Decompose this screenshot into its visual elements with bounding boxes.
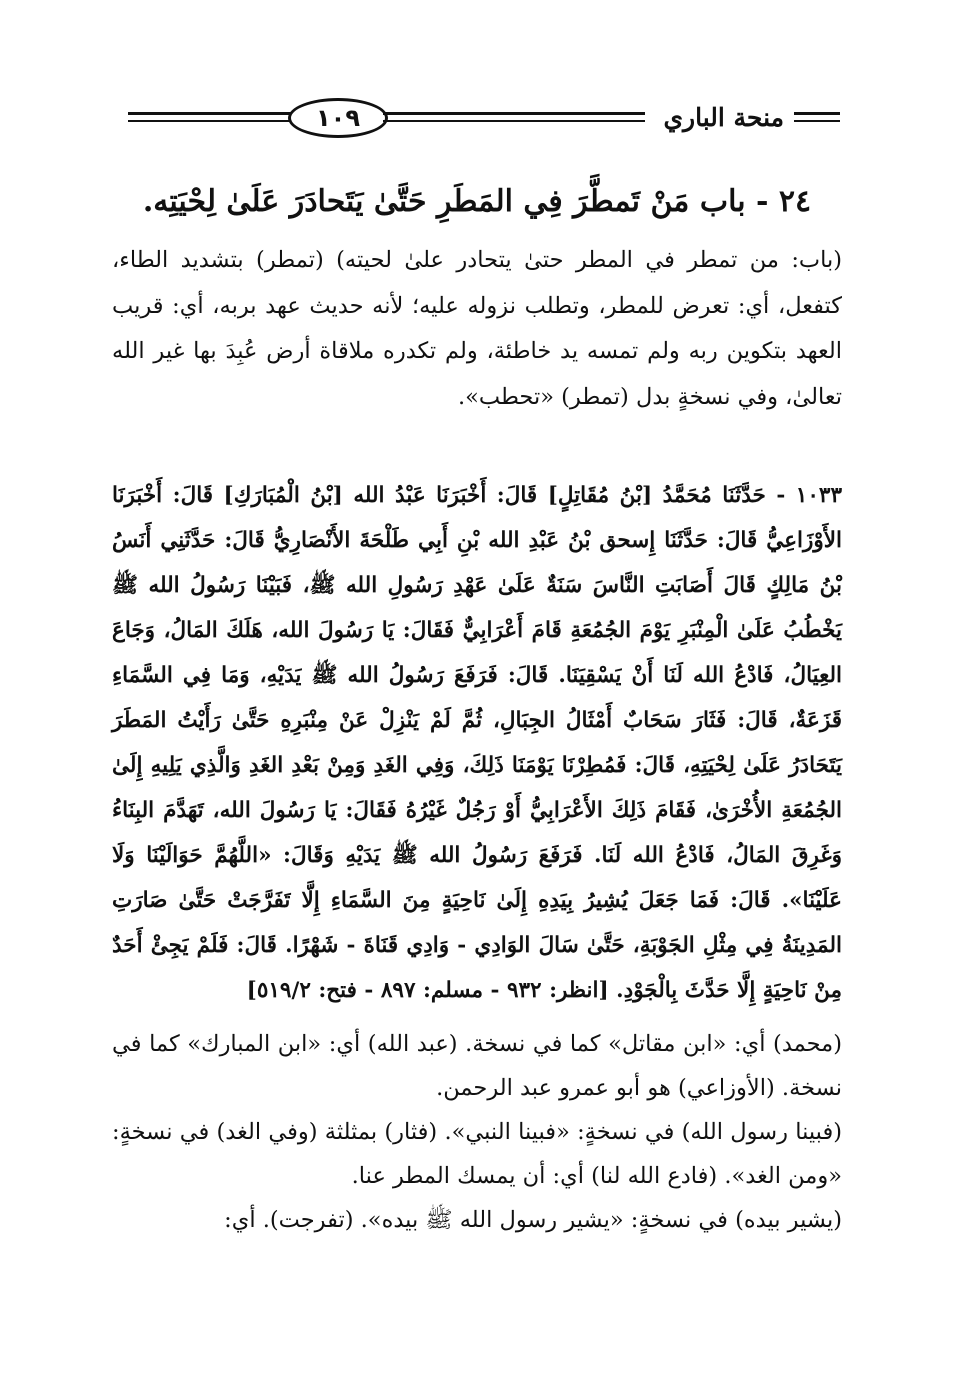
notes-section <box>112 1022 842 1242</box>
hadith-section <box>112 473 842 1013</box>
intro-section <box>112 238 842 420</box>
chapter-title: ٢٤ - باب مَنْ تَمطَّرَ فِي المَطَرِ حَتَّىٰ يَتَحادَرَ عَلَىٰ لِحْيَتِه. <box>142 184 812 219</box>
header-rule-middle-bottom <box>383 120 645 122</box>
header-rule-right-top <box>794 112 840 115</box>
running-title: منحة الباري <box>663 103 784 132</box>
intro-paragraph: (باب: من تمطر في المطر حتىٰ يتحادر علىٰ لحيته) (تمطر) بتشديد الطاء، كتفعل، أي: تعرض للمطر، وتطلب نزوله عليه؛ لأنه حديث عهد بربه، أي: قريب العهد بتكوين ربه ولم تمسه يد خاطئة، ولم تكدره ملاقاة أرض عُبِدَ بها غير الله تعالىٰ، وفي نسخةٍ بدل (تمطر) «تحطب». <box>112 247 842 410</box>
note-paragraph: (محمد) أي: «ابن مقاتل» كما في نسخة. (عبد الله) أي: «ابن المبارك» كما في نسخة. (الأوزاعي) هو أبو عمرو عبد الرحمن. <box>112 1031 842 1101</box>
note-paragraph: (يشير بيده) في نسخةٍ: «يشير رسول الله ﷺ بيده». (تفرجت). أي: <box>224 1207 842 1233</box>
header-rule-left-top <box>128 112 293 115</box>
header-rule-left-bottom <box>128 120 293 122</box>
header-rule-right-bottom <box>794 120 840 122</box>
note-paragraph: (فبينا رسول الله) في نسخةٍ: «فبينا النبي». (فثار) بمثلثة (وفي الغد) في نسخةٍ: «ومن الغد». (فادع الله لنا) أي: أن يمسك المطر عنا. <box>112 1119 842 1189</box>
page-number: ١٠٩ <box>316 104 360 132</box>
header-rule-middle-top <box>383 112 645 115</box>
hadith-paragraph: ١٠٣٣ - حَدَّثَنَا مُحَمَّدُ [بْنُ مُقَاتِلٍ] قَالَ: أَخْبَرَنَا عَبْدُ الله [بْنُ الْمُبَارَكِ] قَالَ: أَخْبَرَنَا الأَوْزَاعِيُّ قَالَ: حَدَّثَنَا إِسحق بْنُ عَبْدِ الله بْنِ أَبِي طَلْحَةَ الأَنْصَارِيُّ قَالَ: حَدَّثَنِي أَنَسُ بْنُ مَالِكٍ قَالَ أَصَابَتِ النَّاسَ سَنَةٌ عَلَىٰ عَهْدِ رَسُولِ الله ﷺ، فَبَيْنَا رَسُولُ الله ﷺ يَخْطُبُ عَلَىٰ الْمِنْبَرِ يَوْمَ الجُمُعَةِ قَامَ أَعْرَابِيٌّ فَقَالَ: يَا رَسُولَ الله، هَلَكَ المَالُ، وَجَاعَ العِيَالُ، فَادْعُ الله لَنَا أَنْ يَسْقِيَنَا. قَالَ: فَرَفَعَ رَسُولُ الله ﷺ يَدَيْهِ، وَمَا فِي السَّمَاءِ قَزَعَةٌ، قَالَ: فَثَارَ سَحَابٌ أَمْثَالُ الجِبَالِ، ثُمَّ لَمْ يَنْزِلْ عَنْ مِنْبَرِهِ حَتَّىٰ رَأَيْتُ المَطَرَ يَتَحَادَرُ عَلَىٰ لِحْيَتِهِ، قَالَ: فَمُطِرْنَا يَوْمَنَا ذَلِكَ، وَفِي الغَدِ وَمِنْ بَعْدِ الغَدِ وَالَّذِي يَلِيهِ إِلَىٰ الجُمُعَةِ الأُخْرَىٰ، فَقَامَ ذَلِكَ الأَعْرَابِيُّ أَوْ رَجُلٌ غَيْرُهُ فَقَالَ: يَا رَسُولَ الله، تَهَدَّمَ البِنَاءُ وَغَرِقَ المَالُ، فَادْعُ الله لَنَا. فَرَفَعَ رَسُولُ الله ﷺ يَدَيْهِ وَقَالَ: «اللَّهُمَّ حَوَالَيْنَا وَلَا عَلَيْنَا». قَالَ: فَمَا جَعَلَ يُشِيرُ بِيَدِهِ إِلَىٰ نَاحِيَةٍ مِنَ السَّمَاءِ إِلَّا تَفَرَّجَتْ حَتَّىٰ صَارَتِ المَدِينَةُ فِي مِثْلِ الجَوْبَةِ، حَتَّىٰ سَالَ الوَادِي - وَادِي قَنَاةَ - شَهْرًا. قَالَ: فَلَمْ يَجِئْ أَحَدٌ مِنْ نَاحِيَةٍ إِلَّا حَدَّثَ بِالْجَوْدِ. [انظر: ٩٣٢ - مسلم: ٨٩٧ - فتح: ٥١٩/٢] <box>112 483 842 1003</box>
page-number-oval <box>288 98 388 138</box>
page-header <box>128 92 840 148</box>
